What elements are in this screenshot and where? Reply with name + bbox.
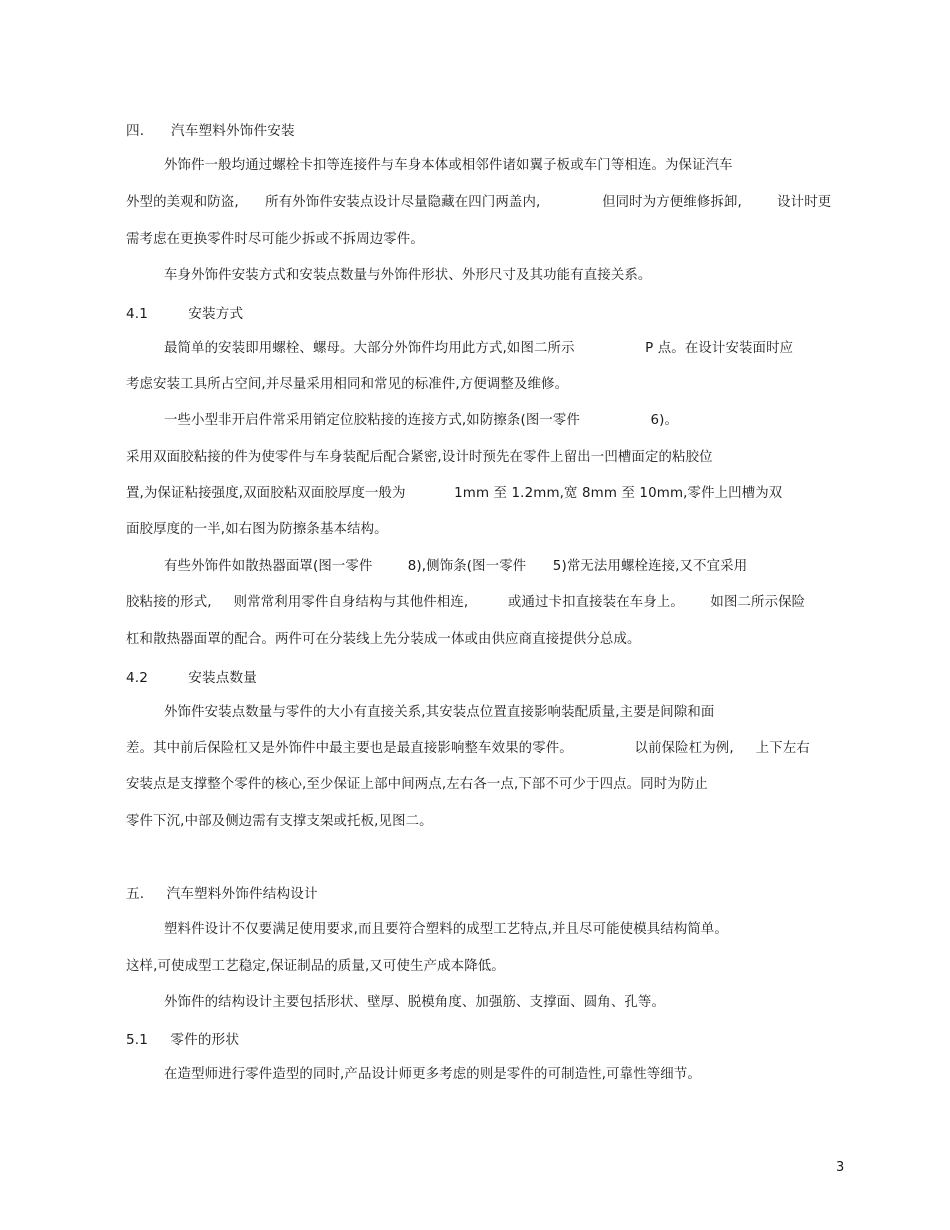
paragraph-line: 采用双面胶粘接的件为使零件与车身装配后配合紧密,设计时预先在零件上留出一凹槽面定的粘胶位 (126, 450, 713, 465)
paragraph-line: 有些外饰件如散热器面罩(图一零件 8),侧饰条(图一零件 5)常无法用螺栓连接,又不宜采用 (164, 559, 748, 574)
section-heading-4: 四. 汽车塑料外饰件安装 (126, 123, 295, 139)
paragraph-line: 零件下沉,中部及侧边需有支撑支架或托板,见图二。 (126, 814, 433, 829)
subsection-heading-5-1: 5.1 零件的形状 (126, 1032, 240, 1048)
subsection-heading-4-1: 4.1 安装方式 (126, 306, 244, 322)
paragraph-line: 最简单的安装即用螺栓、螺母。大部分外饰件均用此方式,如图二所示 P 点。在设计安装面时应 (164, 341, 794, 356)
subsection-heading-4-2: 4.2 安装点数量 (126, 670, 258, 686)
section-heading-5: 五. 汽车塑料外饰件结构设计 (126, 886, 318, 902)
paragraph-line: 车身外饰件安装方式和安装点数量与外饰件形状、外形尺寸及其功能有直接关系。 (164, 268, 652, 283)
paragraph-line: 外型的美观和防盗, 所有外饰件安装点设计尽量隐藏在四门两盖内, 但同时为方便维修拆卸, 设计时更 (126, 195, 832, 210)
paragraph-line: 考虑安装工具所占空间,并尽量采用相同和常见的标准件,方便调整及维修。 (126, 377, 569, 392)
paragraph-line: 需考虑在更换零件时尽可能少拆或不拆周边零件。 (126, 232, 424, 247)
paragraph-line: 这样,可使成型工艺稳定,保证制品的质量,又可使生产成本降低。 (126, 959, 505, 974)
paragraph-line: 外饰件一般均通过螺栓卡扣等连接件与车身本体或相邻件诸如翼子板或车门等相连。为保证汽车 (164, 158, 733, 173)
paragraph-line: 一些小型非开启件常采用销定位胶粘接的连接方式,如防擦条(图一零件 6)。 (164, 413, 679, 428)
paragraph-line: 胶粘接的形式, 则常常利用零件自身结构与其他件相连, 或通过卡扣直接装在车身上。 如图二所示保险 (126, 595, 806, 610)
paragraph-line: 差。其中前后保险杠又是外饰件中最主要也是最直接影响整车效果的零件。 以前保险杠为例, 上下左右 (126, 741, 810, 756)
paragraph-line: 安装点是支撑整个零件的核心,至少保证上部中间两点,左右各一点,下部不可少于四点。同时为防止 (126, 777, 708, 792)
page-number: 3 (836, 1160, 845, 1175)
paragraph-line: 在造型师进行零件造型的同时,产品设计师更多考虑的则是零件的可制造性,可靠性等细节。 (164, 1067, 701, 1082)
paragraph-line: 外饰件安装点数量与零件的大小有直接关系,其安装点位置直接影响装配质量,主要是间隙和面 (164, 705, 715, 720)
paragraph-line: 面胶厚度的一半,如右图为防擦条基本结构。 (126, 522, 388, 537)
paragraph-line: 杠和散热器面罩的配合。两件可在分装线上先分装成一体或由供应商直接提供分总成。 (126, 632, 641, 647)
paragraph-line: 外饰件的结构设计主要包括形状、壁厚、脱模角度、加强筋、支撑面、圆角、孔等。 (164, 995, 666, 1010)
paragraph-line: 置,为保证粘接强度,双面胶粘双面胶厚度一般为 1mm 至 1.2mm,宽 8mm 至 10mm,零件上凹槽为双 (126, 486, 783, 501)
paragraph-line: 塑料件设计不仅要满足使用要求,而且要符合塑料的成型工艺特点,并且尽可能使模具结构简单。 (164, 922, 728, 937)
